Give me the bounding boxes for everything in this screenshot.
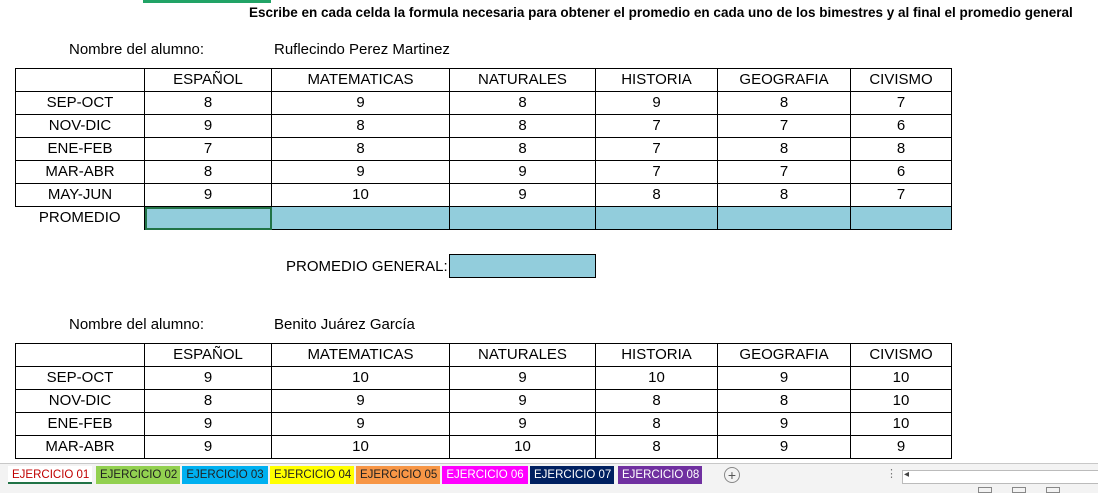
grade-cell[interactable]: 7 [596,138,718,161]
grade-cell[interactable]: 9 [145,184,272,207]
selected-column-indicator [143,0,271,3]
sheet-tab[interactable]: EJERCICIO 01 [8,466,92,484]
subject-header[interactable]: CIVISMO [851,69,952,92]
subject-header[interactable]: ESPAÑOL [145,344,272,367]
period-label[interactable]: SEP-OCT [16,92,145,115]
sheet-tab[interactable]: EJERCICIO 04 [270,466,354,484]
grade-cell[interactable]: 7 [851,92,952,115]
grade-cell[interactable]: 8 [145,92,272,115]
period-label[interactable]: MAR-ABR [16,161,145,184]
grade-cell[interactable]: 9 [145,413,272,436]
grade-cell[interactable]: 8 [718,92,851,115]
period-label[interactable]: ENE-FEB [16,413,145,436]
grade-cell[interactable]: 9 [272,161,450,184]
grade-cell[interactable]: 8 [450,138,596,161]
grade-cell[interactable]: 8 [145,390,272,413]
grade-cell[interactable]: 7 [596,161,718,184]
grade-cell[interactable]: 6 [851,115,952,138]
student-name-label: Nombre del alumno: [69,41,205,58]
grade-cell[interactable]: 9 [718,413,851,436]
grade-cell[interactable]: 9 [450,390,596,413]
grade-cell[interactable]: 8 [718,184,851,207]
grade-cell[interactable]: 10 [450,436,596,459]
grade-cell[interactable]: 9 [272,413,450,436]
grade-cell[interactable]: 9 [851,436,952,459]
average-cell[interactable] [272,207,450,230]
average-cell[interactable] [145,207,272,230]
average-cell[interactable] [718,207,851,230]
grade-cell[interactable]: 8 [596,436,718,459]
period-label[interactable]: NOV-DIC [16,390,145,413]
grade-cell[interactable]: 9 [596,92,718,115]
subject-header[interactable]: CIVISMO [851,344,952,367]
sheet-tab-bar [0,463,1098,493]
average-label[interactable]: PROMEDIO [38,209,121,227]
period-label[interactable]: MAR-ABR [16,436,145,459]
corner-cell[interactable] [16,344,145,367]
grade-cell[interactable]: 7 [851,184,952,207]
grade-cell[interactable]: 8 [272,115,450,138]
student-name: Ruflecindo Perez Martinez [274,41,450,58]
grade-cell[interactable]: 9 [145,115,272,138]
grade-cell[interactable]: 9 [450,161,596,184]
scroll-left-icon[interactable]: ◂ [904,469,910,480]
sheet-tab[interactable]: EJERCICIO 03 [182,466,268,484]
grade-cell[interactable]: 9 [450,367,596,390]
subject-header[interactable]: MATEMATICAS [272,69,450,92]
general-average-cell[interactable] [449,254,596,278]
grade-cell[interactable]: 8 [145,161,272,184]
normal-view-icon[interactable] [978,487,992,493]
grade-cell[interactable]: 9 [718,367,851,390]
grade-cell[interactable]: 7 [718,161,851,184]
grade-cell[interactable]: 9 [450,413,596,436]
grade-cell[interactable]: 8 [596,413,718,436]
general-average-label: PROMEDIO GENERAL: [286,258,448,275]
sheet-tab[interactable]: EJERCICIO 06 [442,466,528,484]
grade-cell[interactable]: 10 [851,367,952,390]
grade-cell[interactable]: 8 [596,184,718,207]
grade-cell[interactable]: 10 [272,367,450,390]
grades-table-1 [15,68,952,230]
grade-cell[interactable]: 10 [851,413,952,436]
period-label[interactable]: MAY-JUN [16,184,145,207]
subject-header[interactable]: NATURALES [450,69,596,92]
grade-cell[interactable]: 9 [272,390,450,413]
instruction-text: Escribe en cada celda la formula necesaria para obtener el promedio en cada uno de los bimestres y al final el promedio general [249,5,1073,20]
sheet-tab[interactable]: EJERCICIO 07 [530,466,614,484]
grade-cell[interactable]: 8 [851,138,952,161]
grade-cell[interactable]: 7 [596,115,718,138]
grade-cell[interactable]: 8 [718,390,851,413]
sheet-tab[interactable]: EJERCICIO 02 [96,466,180,484]
grade-cell[interactable]: 10 [272,184,450,207]
grade-cell[interactable]: 9 [145,367,272,390]
grade-cell[interactable]: 10 [596,367,718,390]
period-label[interactable]: SEP-OCT [16,367,145,390]
page-break-view-icon[interactable] [1046,487,1060,493]
subject-header[interactable]: NATURALES [450,344,596,367]
grade-cell[interactable]: 6 [851,161,952,184]
grade-cell[interactable]: 10 [851,390,952,413]
student-name-label: Nombre del alumno: [69,316,205,333]
grades-table-2 [15,343,952,459]
grade-cell[interactable]: 9 [718,436,851,459]
average-cell[interactable] [450,207,596,230]
sheet-tab[interactable]: EJERCICIO 08 [618,466,702,484]
corner-cell[interactable] [16,69,145,92]
grade-cell[interactable]: 8 [450,115,596,138]
grade-cell[interactable]: 7 [145,138,272,161]
period-label[interactable]: NOV-DIC [16,115,145,138]
subject-header[interactable]: HISTORIA [596,69,718,92]
page-layout-view-icon[interactable] [1012,487,1026,493]
sheet-tab[interactable]: EJERCICIO 05 [356,466,440,484]
grade-cell[interactable]: 8 [450,92,596,115]
horizontal-scrollbar[interactable] [902,470,1098,484]
grade-cell[interactable]: 9 [450,184,596,207]
grade-cell[interactable]: 10 [272,436,450,459]
grade-cell[interactable]: 7 [718,115,851,138]
plus-circle-icon[interactable]: + [724,467,740,483]
student-name: Benito Juárez García [274,316,415,333]
average-cell[interactable] [851,207,952,230]
average-cell[interactable] [596,207,718,230]
grade-cell[interactable]: 8 [718,138,851,161]
grade-cell[interactable]: 9 [145,436,272,459]
subject-header[interactable]: ESPAÑOL [145,69,272,92]
grade-cell[interactable]: 9 [272,92,450,115]
period-label[interactable]: ENE-FEB [16,138,145,161]
grade-cell[interactable]: 8 [596,390,718,413]
grade-cell[interactable]: 8 [272,138,450,161]
resize-handle[interactable]: ⋮ [886,468,897,480]
subject-header[interactable]: HISTORIA [596,344,718,367]
subject-header[interactable]: MATEMATICAS [272,344,450,367]
subject-header[interactable]: GEOGRAFIA [718,69,851,92]
subject-header[interactable]: GEOGRAFIA [718,344,851,367]
